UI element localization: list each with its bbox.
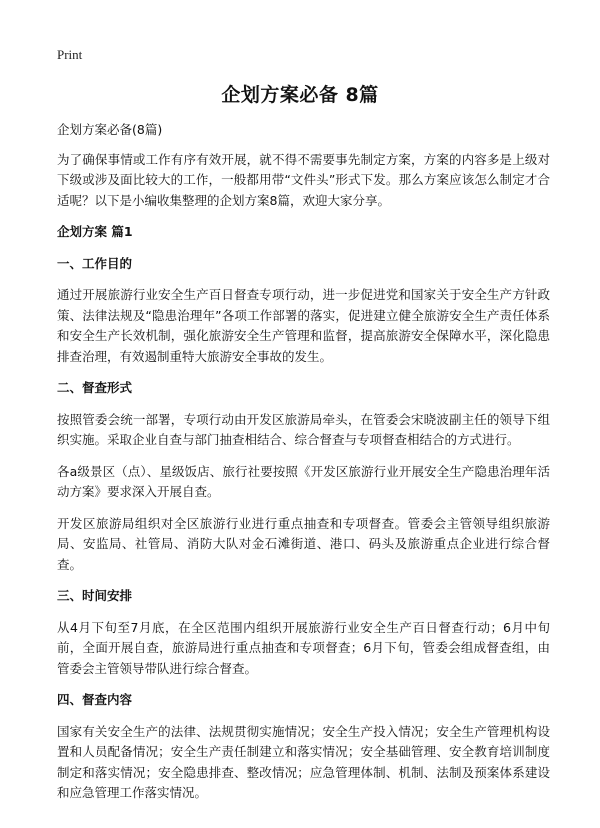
paragraph-inspection-form-3: 开发区旅游局组织对全区旅游行业进行重点抽查和专项督查。管委会主管领导组织旅游局、安监局、社管局、消防大队对金石滩街道、港口、码头及旅游重点企业进行综合督查。 (57, 515, 550, 572)
intro-paragraph: 为了确保事情或工作有序有效开展，就不得不需要事先制定方案，方案的内容多是上级对下级或涉及面比较大的工作，一般都用带“文件头”形式下发。那么方案应该怎么制定才合适呢？以下是小编收集整理的企划方案8篇，欢迎大家分享。 (57, 151, 550, 208)
paragraph-inspection-content: 国家有关安全生产的法律、法规贯彻实施情况；安全生产投入情况；安全生产管理机构设置和人员配备情况；安全生产责任制建立和落实情况；安全基础管理、安全教育培训制度制定和落实情况；安全隐患排查、整改情况；应急管理体制、机制、法制及预案体系建设和应急管理工作落实情况。 (57, 723, 550, 800)
paragraph-inspection-form-2: 各a级景区（点）、星级饭店、旅行社要按照《开发区旅游行业开展安全生产隐患治理年活动方案》要求深入开展自查。 (57, 463, 550, 499)
section-title: 企划方案 篇1 (57, 224, 133, 239)
paragraph-inspection-form-1: 按照管委会统一部署，专项行动由开发区旅游局牵头，在管委会宋晓波副主任的领导下组织实施。采取企业自查与部门抽查相结合、综合督查与专项督查相结合的方式进行。 (57, 411, 550, 447)
heading-inspection-content: 四、督查内容 (57, 692, 133, 707)
heading-inspection-form: 二、督查形式 (57, 380, 133, 395)
document-body (57, 120, 550, 815)
paragraph-work-purpose: 通过开展旅游行业安全生产百日督查专项行动，进一步促进党和国家关于安全生产方针政策、法律法规及“隐患治理年”各项工作部署的落实，促进建立健全旅游安全生产责任体系和安全生产长效机制，强化旅游安全生产管理和监督，提高旅游安全保障水平，深化隐患排查治理，有效遏制重特大旅游安全事故的发生。 (57, 287, 550, 364)
heading-schedule: 三、时间安排 (57, 588, 133, 603)
print-label: Print (57, 47, 83, 62)
paragraph-schedule: 从4月下旬至7月底，在全区范围内组织开展旅游行业安全生产百日督查行动；6月中旬前，全面开展自查，旅游局进行重点抽查和专项督查；6月下旬，管委会组成督查组，由管委会主管领导带队进行综合督查。 (57, 619, 550, 676)
heading-work-purpose: 一、工作目的 (57, 255, 133, 271)
document-subtitle: 企划方案必备(8篇) (57, 122, 163, 137)
document-title: 企划方案必备 8篇 (221, 84, 379, 106)
